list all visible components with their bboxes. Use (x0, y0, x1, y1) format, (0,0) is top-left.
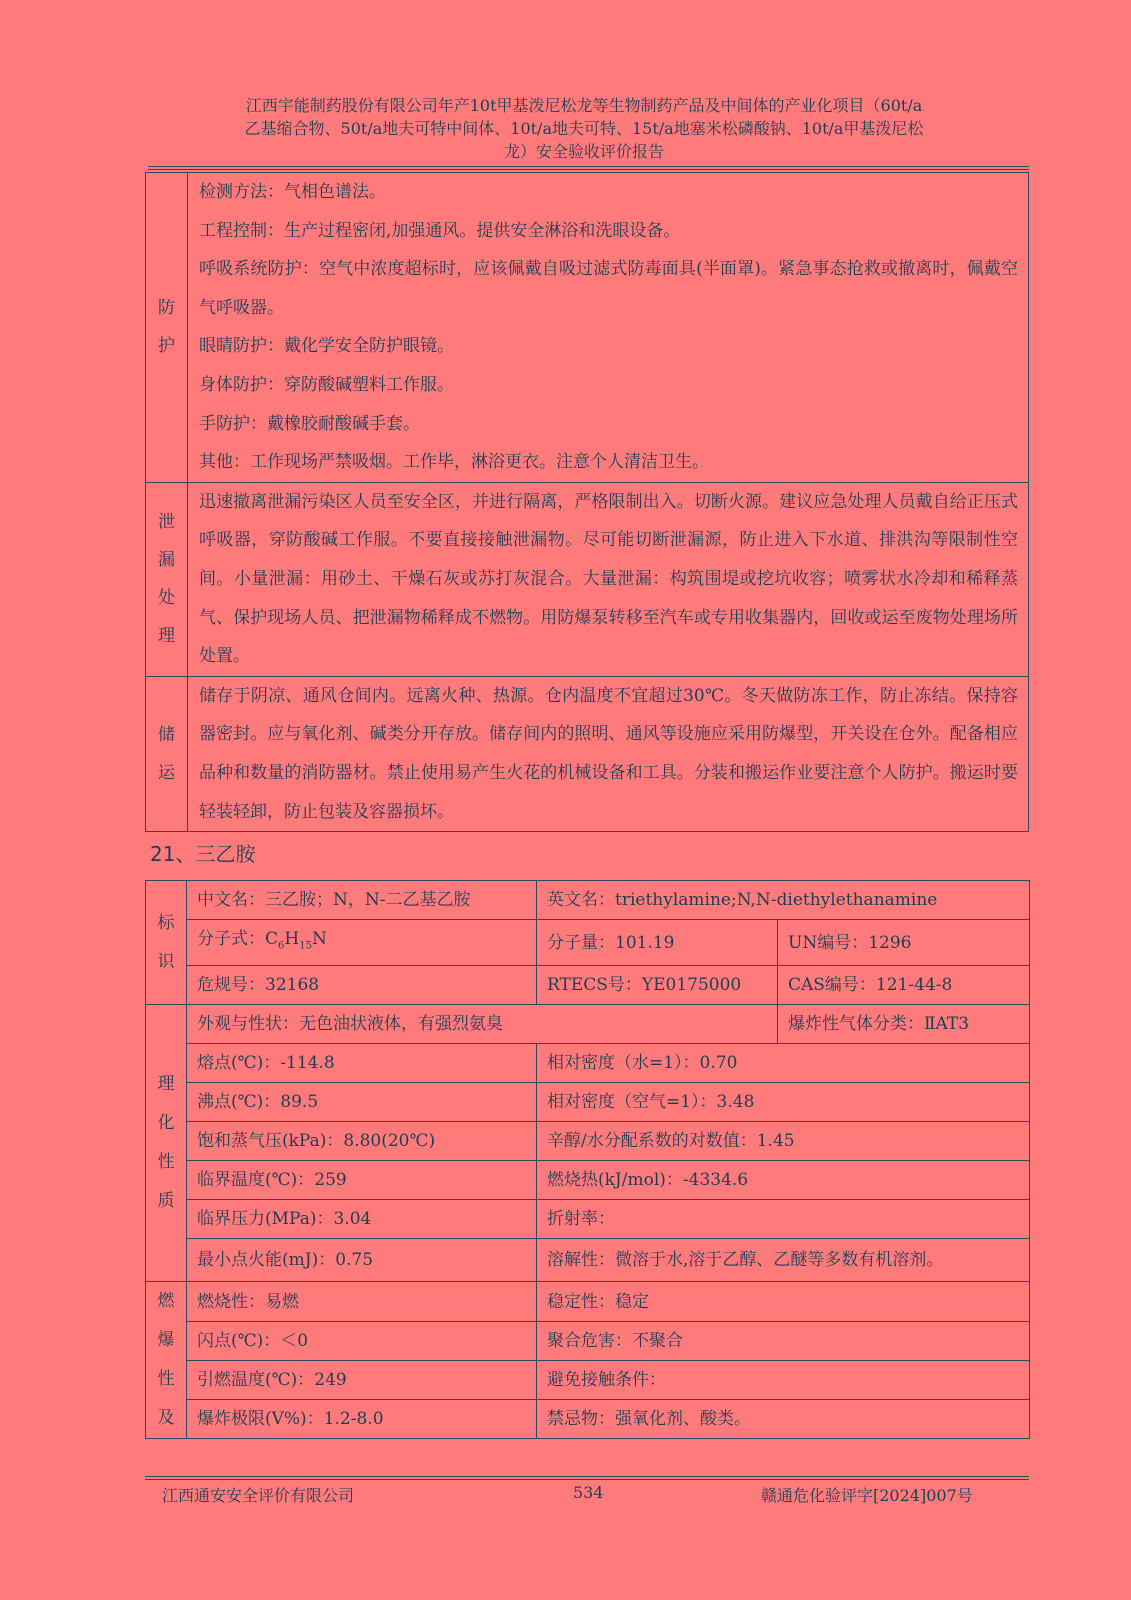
formula-h: H (284, 929, 300, 949)
footer-divider-secondary (145, 1479, 1029, 1480)
rel-density-air-cell: 相对密度（空气=1）：3.48 (537, 1083, 1030, 1122)
label-char: 运 (158, 762, 175, 783)
protection-line: 眼睛防护：戴化学安全防护眼镜。 (199, 336, 454, 357)
incompatible-cell: 禁忌物：强氧化剂、酸类。 (537, 1400, 1030, 1439)
leak-row (146, 482, 1029, 676)
label-char: 性 (157, 1152, 175, 1173)
fire-row-2 (146, 1321, 1030, 1360)
label-char: 质 (157, 1191, 175, 1212)
formula-h-sub: 15 (299, 940, 312, 952)
label-char: 化 (157, 1113, 175, 1134)
footer-page-number: 534 (573, 1483, 604, 1502)
label-char: 漏 (158, 550, 175, 571)
ident-row-1 (146, 881, 1030, 920)
label-char: 处 (158, 588, 175, 609)
header-line-2: 乙基缩合物、50t/a地夫可特中间体、10t/a地夫可特、15t/a地塞米松磷酸钠、10t/a甲基泼尼松 (244, 119, 924, 138)
protection-row (146, 173, 1029, 483)
protection-content (188, 173, 1029, 483)
flammability-cell: 燃烧性：易燃 (187, 1282, 537, 1321)
rtecs-cell: RTECS号：YE0175000 (537, 966, 778, 1005)
formula-n: N (311, 929, 327, 949)
phys-row-6 (146, 1200, 1030, 1239)
storage-label (146, 676, 188, 831)
label-char: 识 (157, 951, 175, 972)
label-char: 防 (158, 298, 175, 319)
refractive-cell: 折射率： (537, 1200, 1030, 1239)
label-char: 爆 (157, 1330, 175, 1351)
cas-cell: CAS编号：121-44-8 (778, 966, 1030, 1005)
flash-point-cell: 闪点(℃)：＜0 (187, 1321, 537, 1360)
phys-label (146, 1005, 187, 1282)
label-char: 泄 (158, 512, 175, 533)
ident-label (146, 881, 187, 1005)
phys-row-1 (146, 1005, 1030, 1044)
formula-prefix: 分子式： (197, 929, 265, 949)
mol-weight-cell: 分子量：101.19 (537, 920, 778, 966)
header-line-1: 江西宇能制药股份有限公司年产10t甲基泼尼松龙等生物制药产品及中间体的产业化项目（60t/a (245, 96, 923, 115)
label-char: 燃 (157, 1291, 175, 1312)
header-divider (148, 166, 1029, 167)
stability-cell: 稳定性：稳定 (537, 1282, 1030, 1321)
section-title: 21、三乙胺 (150, 842, 256, 866)
autoignition-cell: 引燃温度(℃)：249 (187, 1360, 537, 1399)
phys-row-3 (146, 1083, 1030, 1122)
label-char: 护 (158, 336, 175, 357)
avoid-conditions-cell: 避免接触条件： (537, 1360, 1030, 1399)
en-name-cell: 英文名：triethylamine;N,N-diethylethanamine (537, 881, 1030, 920)
fire-row-3 (146, 1360, 1030, 1399)
footer-doc-number: 赣通危化验评字[2024]007号 (761, 1486, 973, 1505)
appearance-cell: 外观与性状：无色油状液体，有强烈氨臭 (187, 1005, 778, 1044)
label-char: 性 (157, 1369, 175, 1390)
footer-divider (145, 1476, 1029, 1477)
partition-cell: 辛醇/水分配系数的对数值：1.45 (537, 1122, 1030, 1161)
vapor-pressure-cell: 饱和蒸气压(kPa)：8.80(20℃) (187, 1122, 537, 1161)
fire-label (146, 1282, 187, 1439)
min-ignition-cell: 最小点火能(mJ)：0.75 (187, 1239, 537, 1282)
label-char: 标 (157, 912, 175, 933)
formula-c-sub: 6 (278, 940, 285, 952)
protection-line: 身体防护：穿防酸碱塑料工作服。 (199, 374, 454, 395)
formula-c: C (265, 929, 279, 949)
footer-company: 江西通安安全评价有限公司 (162, 1486, 355, 1505)
phys-row-7 (146, 1239, 1030, 1282)
storage-row (146, 676, 1029, 831)
explosion-limits-cell: 爆炸极限(V%)：1.2-8.0 (187, 1400, 537, 1439)
label-char: 理 (157, 1074, 175, 1095)
crit-pressure-cell: 临界压力(MPa)：3.04 (187, 1200, 537, 1239)
protection-line: 工程控制：生产过程密闭,加强通风。提供安全淋浴和洗眼设备。 (199, 220, 681, 241)
un-number-cell: UN编号：1296 (778, 920, 1030, 966)
protection-line: 其他：工作现场严禁吸烟。工作毕，淋浴更衣。注意个人清洁卫生。 (199, 452, 709, 473)
report-header (150, 94, 1018, 163)
hazard-number-cell: 危规号：32168 (187, 966, 537, 1005)
leak-label (146, 482, 188, 676)
explosive-gas-cell: 爆炸性气体分类：ⅡAT3 (778, 1005, 1030, 1044)
rel-density-water-cell: 相对密度（水=1）：0.70 (537, 1044, 1030, 1083)
phys-row-2 (146, 1044, 1030, 1083)
fire-row-4 (146, 1400, 1030, 1439)
storage-content: 储存于阴凉、通风仓间内。远离火种、热源。仓内温度不宜超过30℃。冬天做防冻工作，防止冻结。保持容器密封。应与氧化剂、碱类分开存放。储存间内的照明、通风等设施应采用防爆型，开关设在仓外。配备相应品种和数量的消防器材。禁止使用易产生火花的机械设备和工具。分装和搬运作业要注意个人防护。搬运时要轻装轻卸，防止包装及容器损坏。 (188, 676, 1029, 831)
label-char: 及 (157, 1408, 175, 1429)
cn-name-cell: 中文名：三乙胺；N，N-二乙基乙胺 (187, 881, 537, 920)
protection-label (146, 173, 188, 483)
protection-table (145, 172, 1029, 832)
label-char: 理 (158, 626, 175, 647)
ident-row-2 (146, 920, 1030, 966)
fire-row-1 (146, 1282, 1030, 1321)
melting-cell: 熔点(℃)：-114.8 (187, 1044, 537, 1083)
combustion-heat-cell: 燃烧热(kJ/mol)：-4334.6 (537, 1161, 1030, 1200)
protection-line: 检测方法：气相色谱法。 (199, 182, 386, 202)
solubility-cell: 溶解性：微溶于水,溶于乙醇、乙醚等多数有机溶剂。 (537, 1239, 1030, 1282)
protection-line: 呼吸系统防护：空气中浓度超标时，应该佩戴自吸过滤式防毒面具(半面罩)。紧急事态抢救或撤离时，佩戴空气呼吸器。 (199, 259, 1018, 318)
formula-cell (187, 920, 537, 966)
header-line-3: 龙）安全验收评价报告 (503, 142, 664, 161)
phys-row-4 (146, 1122, 1030, 1161)
leak-content: 迅速撤离泄漏污染区人员至安全区，并进行隔离，严格限制出入。切断火源。建议应急处理人员戴自给正压式呼吸器，穿防酸碱工作服。不要直接接触泄漏物。尽可能切断泄漏源，防止进入下水道、排洪沟等限制性空间。小量泄漏：用砂土、干燥石灰或苏打灰混合。大量泄漏：构筑围堤或挖坑收容；喷雾状水冷却和稀释蒸气、保护现场人员、把泄漏物稀释成不燃物。用防爆泵转移至汽车或专用收集器内，回收或运至废物处理场所处置。 (188, 482, 1029, 676)
header-divider-secondary (148, 169, 1029, 170)
ident-row-3 (146, 966, 1030, 1005)
polymerization-cell: 聚合危害：不聚合 (537, 1321, 1030, 1360)
protection-line: 手防护：戴橡胶耐酸碱手套。 (199, 413, 420, 434)
phys-row-5 (146, 1161, 1030, 1200)
triethylamine-table (145, 880, 1030, 1439)
crit-temp-cell: 临界温度(℃)：259 (187, 1161, 537, 1200)
label-char: 储 (158, 724, 175, 745)
boiling-cell: 沸点(℃)：89.5 (187, 1083, 537, 1122)
